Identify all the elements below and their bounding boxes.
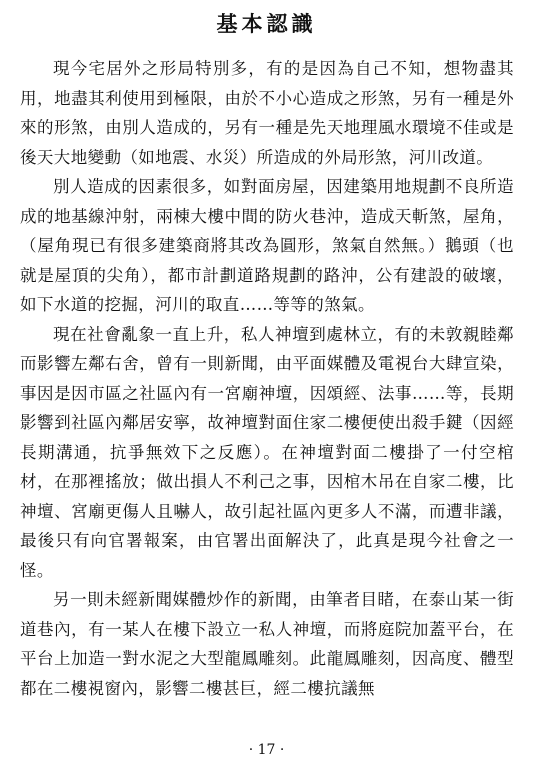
paragraph-1: 現今宅居外之形局特別多，有的是因為自己不知，想物盡其用，地盡其利使用到極限，由於不小心造成之形煞，另有一種是外來的形煞，由別人造成的，另有一種是先天地理風水環境不佳或是後天大地變動（如地震、水災）所造成的外局形煞，河川改道。 xyxy=(20,59,514,167)
paragraph-3: 現在社會亂象一直上升，私人神壇到處林立，有的未敦親睦鄰而影響左鄰右舍，曾有一則新聞，由平面媒體及電視台大肆宣染，事因是因市區之社區內有一宮廟神壇，因頌經、法事……等，長期影響到社區內鄰居安寧，故神壇對面住家二樓便使出殺手鍵（因經長期溝通，抗爭無效下之反應）。在神壇對面二樓掛了一付空棺材，在那裡搖放；做出損人不利己之事，因棺木吊在自家二樓，比神壇、宮廟更傷人且嚇人，故引起社區內更多人不滿，而遭非議，最後只有向官署報案，由官署出面解決了，此真是現今社會之一怪。 xyxy=(20,324,514,580)
page-title: 基本認識 xyxy=(216,12,317,36)
paragraph-2: 別人造成的因素很多，如對面房屋，因建築用地規劃不良所造成的地基線沖射，兩棟大樓中間的防火巷沖，造成天斬煞，屋角，（屋角現已有很多建築商將其改為圓形，煞氣自然無。）鵝頭（也就是屋頂的尖角），都市計劃道路規劃的路沖，公有建設的破壞，如下水道的挖掘，河川的取直……等等的煞氣。 xyxy=(20,177,514,314)
page-number: · 17 · xyxy=(248,742,285,758)
body-text xyxy=(20,54,514,703)
paragraph-4: 另一則未經新聞媒體炒作的新聞，由筆者目睹，在泰山某一街道巷內，有一某人在樓下設立一私人神壇，而將庭院加蓋平台，在平台上加造一對水泥之大型龍鳳雕刻。此龍鳳雕刻，因高度、體型都在二樓視窗內，影響二樓甚巨，經二樓抗議無 xyxy=(20,590,514,698)
